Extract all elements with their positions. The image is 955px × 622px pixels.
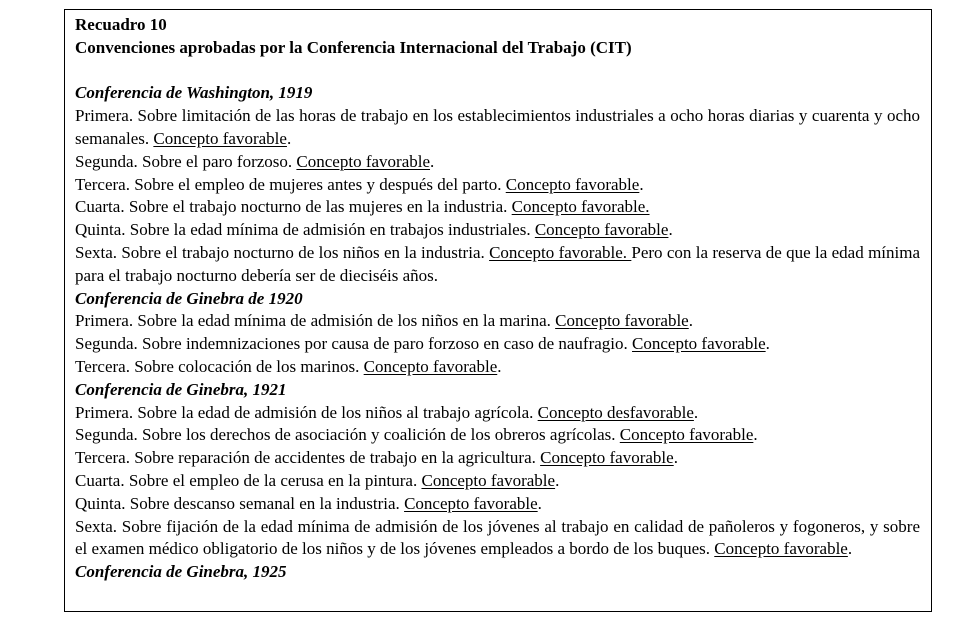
conference-heading: Conferencia de Washington, 1919 [75,83,313,103]
convention-tail: . [765,334,770,354]
convention-tail: . [537,493,542,513]
convention-tail: . [668,220,673,240]
convention-text: Tercera. Sobre el empleo de mujeres antes y después del parto. [75,174,506,194]
convention-item [75,196,920,219]
verdict-label: Concepto favorable. [489,242,632,262]
convention-text: Primera. Sobre la edad de admisión de los niños al trabajo agrícola. [75,402,538,422]
verdict-label: Concepto desfavorable [537,402,694,422]
convention-tail: . [688,311,693,331]
convention-item [75,151,920,174]
convention-tail: . [847,539,853,559]
convention-text: Tercera. Sobre reparación de accidentes de trabajo en la agricultura. [75,448,541,468]
conference-heading: Conferencia de Ginebra, 1925 [75,562,287,582]
convention-text: Segunda. Sobre indemnizaciones por causa de paro forzoso en caso de naufragio. [75,334,633,354]
convention-tail: . [753,425,758,445]
convention-text: Segunda. Sobre el paro forzoso. [75,151,297,171]
verdict-label: Concepto favorable [153,128,287,148]
spacer [75,60,920,83]
verdict-label: Concepto favorable. [511,197,650,217]
convention-tail: . [430,151,435,171]
verdict-label: Concepto favorable [540,448,674,468]
convention-text: Cuarta. Sobre el trabajo nocturno de las mujeres en la industria. [75,197,512,217]
verdict-label: Concepto favorable [619,425,754,445]
convention-tail: . [639,174,644,194]
conference-heading: Conferencia de Ginebra, 1921 [75,379,287,399]
convention-item [75,493,920,516]
convention-text: Segunda. Sobre los derechos de asociación y coalición de los obreros agrícolas. [75,425,620,445]
verdict-label: Concepto favorable [534,220,669,240]
convention-text: Cuarta. Sobre el empleo de la cerusa en la pintura. [75,470,422,490]
convention-item [75,424,920,447]
convention-text: Primera. Sobre limitación de las horas de trabajo en los establecimientos industriales a ocho horas diarias y cuarenta y ocho semanales. [75,106,920,148]
convention-item [75,402,920,425]
verdict-label: Concepto favorable [714,539,848,559]
convention-item [75,174,920,197]
verdict-label: Concepto favorable [505,174,640,194]
convention-text: Quinta. Sobre descanso semanal en la industria. [75,493,405,513]
document-content [75,14,920,584]
convention-item [75,242,920,288]
convention-tail: . [693,402,699,422]
convention-tail: . [286,128,292,148]
box-title: Convenciones aprobadas por la Conferencia Internacional del Trabajo (CIT) [75,37,632,57]
convention-item [75,333,920,356]
convention-item [75,447,920,470]
convention-item [75,310,920,333]
verdict-label: Concepto favorable [632,334,766,354]
verdict-label: Concepto favorable [296,151,431,171]
conference-heading: Conferencia de Ginebra de 1920 [75,288,303,308]
convention-item [75,516,920,562]
convention-tail: . [673,448,678,468]
box-number: Recuadro 10 [75,15,167,34]
convention-text: Sexta. Sobre el trabajo nocturno de los niños en la industria. [75,242,490,262]
convention-item [75,356,920,379]
convention-item [75,105,920,151]
convention-text: Tercera. Sobre colocación de los marinos. [75,356,364,376]
convention-text: Primera. Sobre la edad mínima de admisión de los niños en la marina. [75,311,556,331]
verdict-label: Concepto favorable [363,356,498,376]
convention-tail: . [555,470,560,490]
verdict-label: Concepto favorable [555,311,689,331]
convention-tail: Pero con la reserva de que la edad mínima para el trabajo nocturno debería ser de dieciséis años. [75,242,921,285]
verdict-label: Concepto favorable [404,493,538,513]
convention-tail: . [497,356,502,376]
convention-item [75,470,920,493]
convention-item [75,219,920,242]
convention-text: Quinta. Sobre la edad mínima de admisión en trabajos industriales. [75,220,535,240]
convention-text: Sexta. Sobre fijación de la edad mínima de admisión de los jóvenes al trabajo en calidad de pañoleros y fogoneros, y sobre el examen médico obligatorio de los niños y de los jóvenes empleados a bordo de los buques. [75,516,920,559]
verdict-label: Concepto favorable [421,470,556,490]
